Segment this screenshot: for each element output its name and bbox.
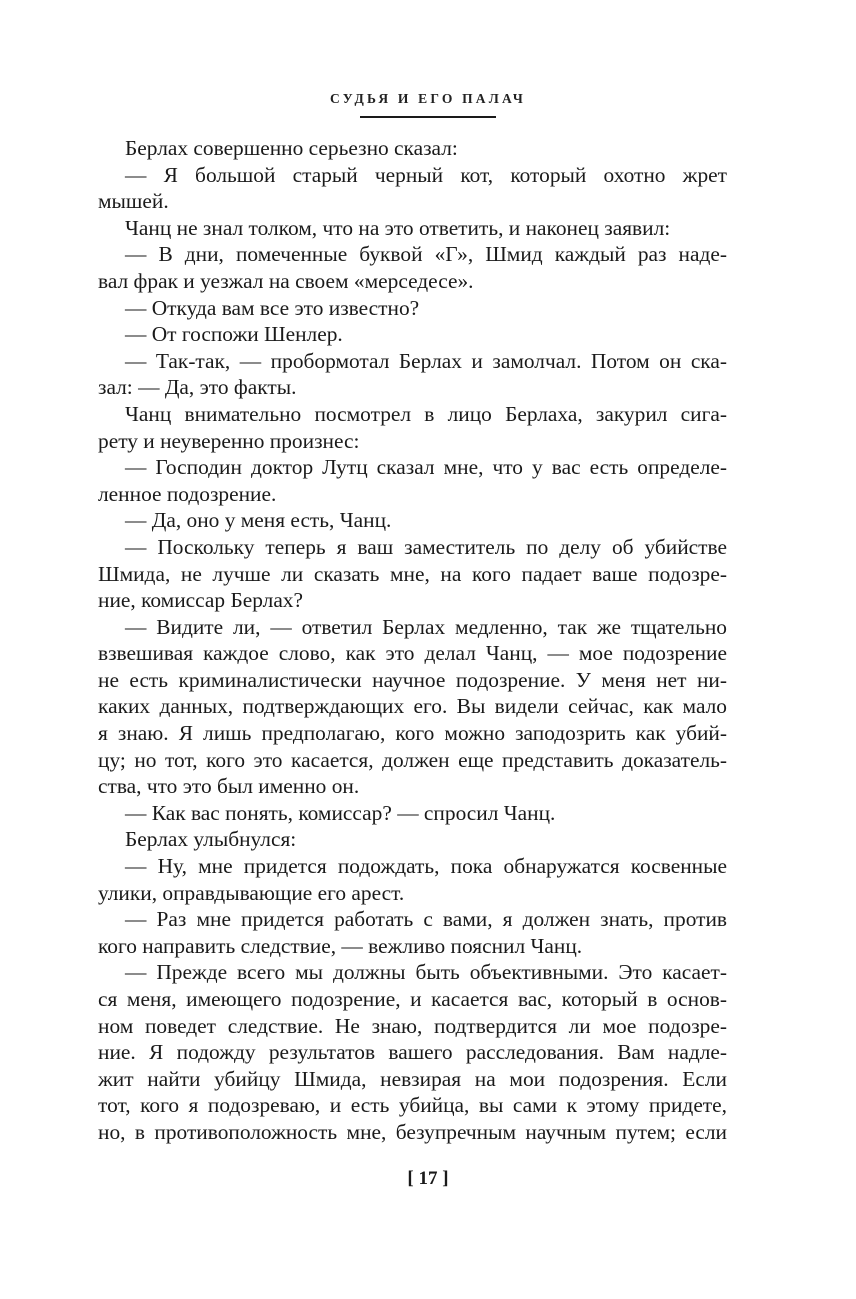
text-line: жит найти убийцу Шмида, невзирая на мои подозрения. Если xyxy=(98,1066,727,1091)
text-line: Берлах совершенно серьезно сказал: xyxy=(125,136,458,160)
text-line: ленное подозрение. xyxy=(98,481,277,506)
running-head xyxy=(0,88,856,118)
text-line: — В дни, помеченные буквой «Г», Шмид каждый раз наде- xyxy=(125,242,727,267)
text-line: но, в противоположность мне, безупречным научным путем; если xyxy=(98,1119,727,1144)
body-text xyxy=(98,135,727,1146)
text-line: — Как вас понять, комиссар? — спросил Чанц. xyxy=(125,800,556,825)
text-line: ние. Я подожду результатов вашего расследования. Вам надле- xyxy=(98,1040,727,1065)
text-line: ном поведет следствие. Не знаю, подтвердится ли мое подозре- xyxy=(98,1013,727,1038)
text-line: — Так-так, — пробормотал Берлах и замолчал. Потом он ска- xyxy=(125,348,727,373)
text-line: улики, оправдывающие его арест. xyxy=(98,880,405,905)
text-line: я знаю. Я лишь предполагаю, кого можно заподозрить как убий- xyxy=(98,721,727,746)
text-line: взвешивая каждое слово, как это делал Чанц, — мое подозрение xyxy=(98,641,727,666)
text-line: Шмида, не лучше ли сказать мне, на кого падает ваше подозре- xyxy=(98,561,727,586)
text-line: — Поскольку теперь я ваш заместитель по делу об убийстве xyxy=(125,534,727,559)
text-line: каких данных, подтверждающих его. Вы видели сейчас, как мало xyxy=(98,694,727,719)
text-line: — Ну, мне придется подождать, пока обнаружатся косвенные xyxy=(125,854,727,879)
text-line: ние, комиссар Берлах? xyxy=(98,588,303,613)
text-line: Берлах улыбнулся: xyxy=(125,827,297,852)
text-line: — Господин доктор Лутц сказал мне, что у вас есть определе- xyxy=(125,455,727,480)
running-title: СУДЬЯ И ЕГО ПАЛАЧ xyxy=(329,91,527,106)
text-line: мышей. xyxy=(98,189,169,214)
text-line: зал: — Да, это факты. xyxy=(98,375,297,400)
text-line: вал фрак и уезжал на своем «мерседесе». xyxy=(98,268,474,293)
head-rule xyxy=(360,116,496,118)
text-line: — Раз мне придется работать с вами, я должен знать, против xyxy=(125,907,727,932)
text-line: ства, что это был именно он. xyxy=(98,774,360,799)
text-line: — Я большой старый черный кот, который охотно жрет xyxy=(125,162,727,187)
text-line: рету и неуверенно произнес: xyxy=(98,428,360,453)
text-line: ся меня, имеющего подозрение, и касается вас, который в основ- xyxy=(98,987,727,1011)
text-line: — Прежде всего мы должны быть объективными. Это касает- xyxy=(125,960,727,985)
text-line: не есть криминалистически научное подозрение. У меня нет ни- xyxy=(98,667,727,692)
text-line: тот, кого я подозреваю, и есть убийца, вы сами к этому придете, xyxy=(98,1093,727,1118)
text-line: — От госпожи Шенлер. xyxy=(125,322,343,347)
text-line: цу; но тот, кого это касается, должен еще представить доказатель- xyxy=(98,747,727,772)
text-line: кого направить следствие, — вежливо пояснил Чанц. xyxy=(98,933,583,958)
text-line: — Видите ли, — ответил Берлах медленно, так же тщательно xyxy=(125,614,727,639)
text-line: Чанц внимательно посмотрел в лицо Берлаха, закурил сига- xyxy=(125,401,727,426)
page-number: [ 17 ] xyxy=(407,1168,449,1189)
text-line: — Да, оно у меня есть, Чанц. xyxy=(125,508,392,533)
text-line: — Откуда вам все это известно? xyxy=(125,295,420,320)
text-line: Чанц не знал толком, что на это ответить, и наконец заявил: xyxy=(125,215,671,240)
